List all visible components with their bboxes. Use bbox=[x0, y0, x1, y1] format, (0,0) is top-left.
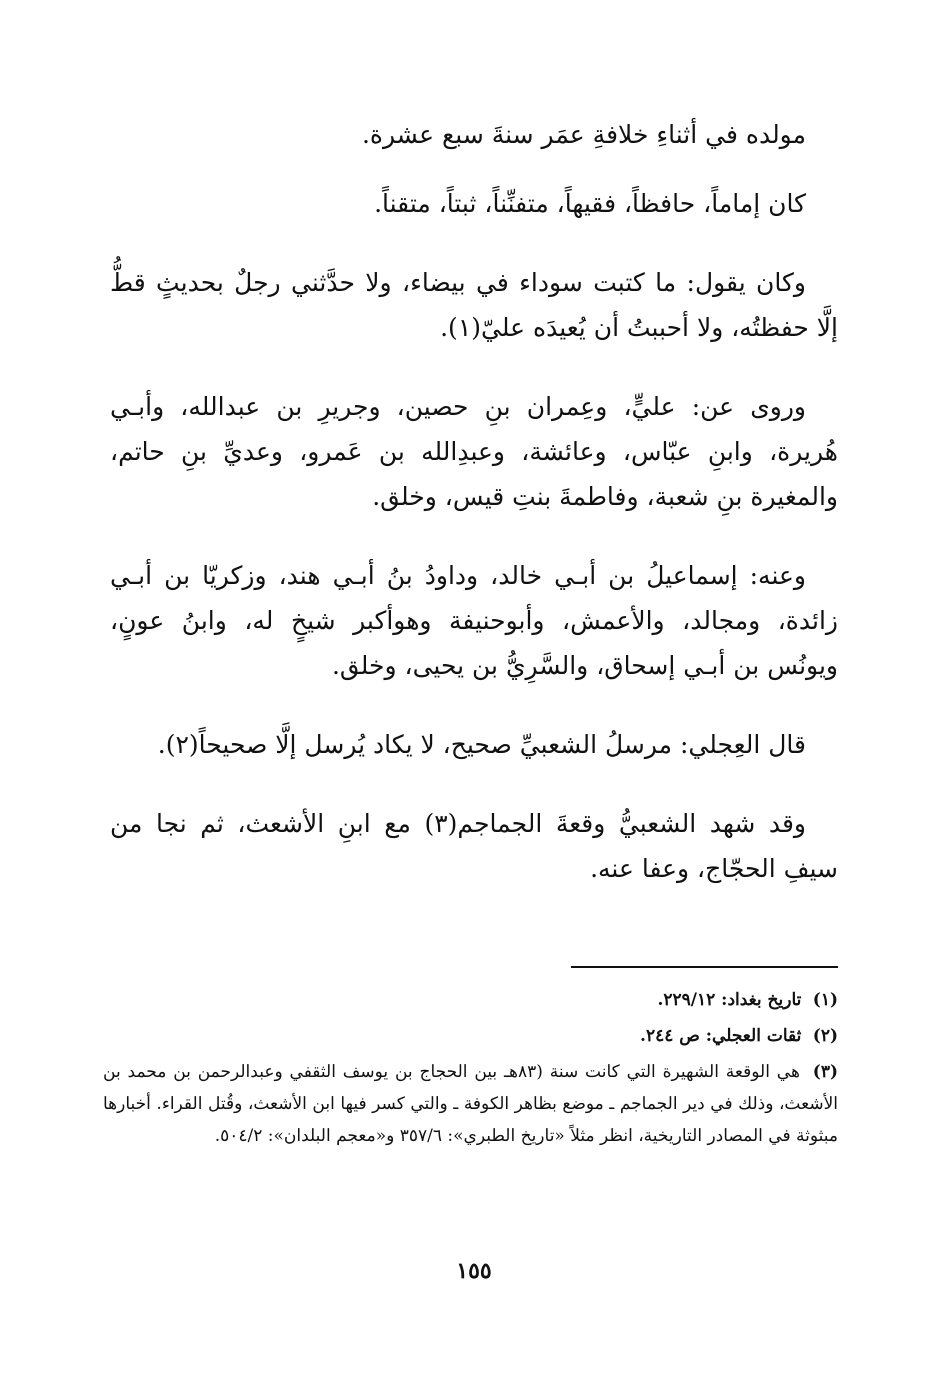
footnote-1 bbox=[103, 984, 838, 1016]
paragraph-saying: وكان يقول: ما كتبت سوداء في بيضاء، ولا حدَّثني رجلٌ بحديثٍ قطُّ إلَّا حفظتُه، ولا أحببتُ أن يُعيدَه عليّ(١). bbox=[110, 268, 838, 342]
footnote-text: ثقات العجلي: ص ٢٤٤. bbox=[640, 1026, 802, 1046]
paragraph-ijli-quote: قال العِجلي: مرسلُ الشعبيِّ صحيح، لا يكاد يُرسل إلَّا صحيحاً(٢). bbox=[157, 730, 806, 759]
paragraph-qualities: كان إماماً، حافظاً، فقيهاً، متفنِّناً، ثبتاً، متقناً. bbox=[374, 189, 806, 218]
main-text bbox=[110, 112, 838, 925]
footnote-number: (٢) bbox=[812, 1026, 838, 1046]
page-number: ١٥٥ bbox=[456, 1258, 492, 1284]
footnote-divider bbox=[571, 966, 838, 968]
footnote-number: (١) bbox=[812, 990, 838, 1010]
paragraph-narrated-by: وعنه: إسماعيلُ بن أبـي خالد، وداودُ بنُ أبـي هند، وزكريّا بن أبـي زائدة، ومجالد، والأعمش، وأبوحنيفة وهوأكبر شيخٍ له، وابنُ عونٍ، ويونُس بن أبـي إسحاق، والسَّرِيُّ بن يحيى، وخلق. bbox=[110, 561, 838, 680]
paragraph-narrated-from: وروى عن: عليٍّ، وعِمران بنِ حصين، وجريرِ بن عبدالله، وأبـي هُريرة، وابنِ عبّاس، وعائشة، وعبدِالله بن عَمرو، وعديِّ بنِ حاتم، والمغيرة بنِ شعبة، وفاطمةَ بنتِ قيس، وخلق. bbox=[110, 392, 838, 511]
footnote-text: هي الوقعة الشهيرة التي كانت سنة (٨٣هـ بين الحجاج بن يوسف الثقفي وعبدالرحمن بن محمد بن الأشعث، وذلك في دير الجماجم ـ موضع بظاهر الكوفة ـ والتي كسر فيها ابن الأشعث، وقُتل القراء. أخبارها مبثوثة في المصادر التاريخية، انظر مثلاً «تاريخ الطبري»: ٣٥٧/٦ و«معجم البلدان»: ٥٠٤/٢. bbox=[103, 1062, 838, 1146]
footnote-text: تاريخ بغداد: ٢٢٩/١٢. bbox=[657, 990, 802, 1010]
footnotes bbox=[103, 984, 838, 1156]
footnote-number: (٣) bbox=[812, 1062, 838, 1082]
paragraph-jamajim: وقد شهد الشعبيُّ وقعةَ الجماجم(٣) مع ابنِ الأشعث، ثم نجا من سيفِ الحجّاج، وعفا عنه. bbox=[110, 809, 838, 883]
footnote-2 bbox=[103, 1020, 838, 1052]
paragraph-birth: مولده في أثناءِ خلافةِ عمَر سنةَ سبع عشرة. bbox=[361, 120, 806, 149]
footnote-3 bbox=[103, 1056, 838, 1152]
